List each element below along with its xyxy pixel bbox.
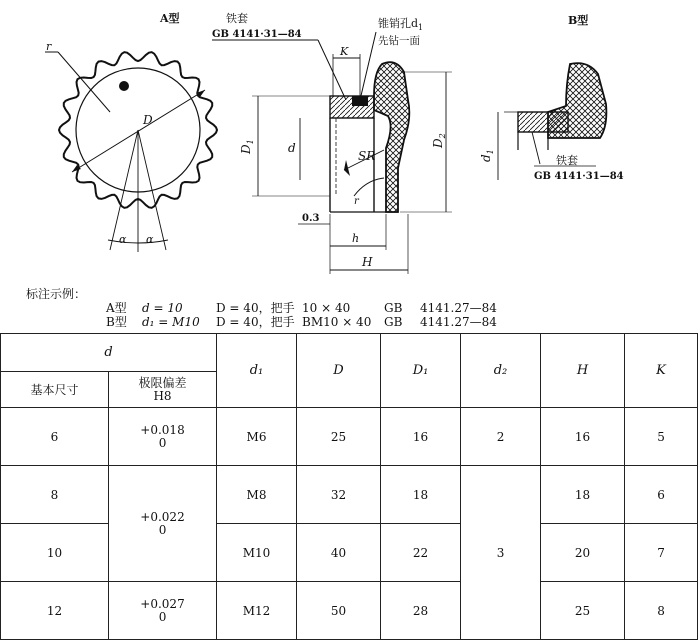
example-a-std: 4141.27—84 xyxy=(420,301,497,315)
r-label: r xyxy=(46,40,52,53)
header-D1: D₁ xyxy=(381,334,461,408)
cell-H: 16 xyxy=(541,408,625,466)
h-label: h xyxy=(352,232,360,245)
cell-d2: 3 xyxy=(461,466,541,640)
cell-d1: M6 xyxy=(217,408,297,466)
example-b-type: B型 xyxy=(106,315,127,329)
cell-tolerance: +0.027 0 xyxy=(109,582,217,640)
gap-label: 0.3 xyxy=(302,213,320,224)
cell-d1: M8 xyxy=(217,466,297,524)
example-a-spec: 10 × 40 xyxy=(302,301,351,315)
header-H: H xyxy=(541,334,625,408)
pin-hole-mark xyxy=(119,81,129,91)
example-b-d: d₁ = M10 xyxy=(142,315,200,329)
d-label: d xyxy=(288,141,296,155)
table-row xyxy=(1,408,698,466)
cell-D: 40 xyxy=(297,524,381,582)
table-row xyxy=(1,582,698,640)
cell-K: 8 xyxy=(625,582,698,640)
example-b-spec: BM10 × 40 xyxy=(302,315,372,329)
pin-hole-label: 锥销孔$d_1$ xyxy=(378,17,424,32)
cell-d: 8 xyxy=(1,466,109,524)
cell-D: 25 xyxy=(297,408,381,466)
cell-K: 7 xyxy=(625,524,698,582)
examples-intro: 标注示例： xyxy=(26,287,87,301)
K-label: K xyxy=(340,45,349,58)
example-a-type: A型 xyxy=(106,301,127,315)
header-d: d xyxy=(1,334,217,372)
b-sleeve xyxy=(518,112,568,132)
r2-label: r xyxy=(354,196,359,207)
b-sleeve-std: GB 4141·31—84 xyxy=(534,171,624,182)
d1-label: $d_1$ xyxy=(479,149,495,162)
header-D: D xyxy=(297,334,381,408)
dimension-table xyxy=(0,333,698,640)
cell-K: 6 xyxy=(625,466,698,524)
cell-D1: 22 xyxy=(381,524,461,582)
D-label: D xyxy=(143,113,153,127)
cell-tolerance: +0.018 0 xyxy=(109,408,217,466)
front-view xyxy=(45,40,217,252)
cell-H: 20 xyxy=(541,524,625,582)
header-d2: d₂ xyxy=(461,334,541,408)
cell-d1: M12 xyxy=(217,582,297,640)
cell-tolerance: +0.022 0 xyxy=(109,466,217,582)
table-row xyxy=(1,524,698,582)
section-view-b xyxy=(479,13,624,182)
section-view-a xyxy=(212,11,452,274)
alpha-label-right: α xyxy=(146,233,154,246)
marking-examples xyxy=(10,287,690,337)
cell-H: 25 xyxy=(541,582,625,640)
cell-d: 6 xyxy=(1,408,109,466)
example-b-gb: GB xyxy=(384,315,403,329)
type-a-label: A型 xyxy=(160,12,180,25)
cell-d: 10 xyxy=(1,524,109,582)
cell-d2: 2 xyxy=(461,408,541,466)
example-b-std: 4141.27—84 xyxy=(420,315,497,329)
H-label: H xyxy=(362,255,373,269)
sleeve-std: GB 4141·31—84 xyxy=(212,29,302,40)
cell-H: 18 xyxy=(541,466,625,524)
header-tolerance: 极限偏差 H8 xyxy=(109,372,217,408)
drill-note: 先钻一面 xyxy=(378,35,420,47)
header-K: K xyxy=(625,334,698,408)
cell-D: 50 xyxy=(297,582,381,640)
cell-d: 12 xyxy=(1,582,109,640)
b-sleeve-label: 铁套 xyxy=(556,154,578,167)
cell-D1: 16 xyxy=(381,408,461,466)
cell-d1: M10 xyxy=(217,524,297,582)
D2-label: $D_2$ xyxy=(431,133,447,148)
example-a-gb: GB xyxy=(384,301,403,315)
section-hatched-shell xyxy=(374,62,409,212)
technical-drawing xyxy=(0,0,700,286)
alpha-label-left: α xyxy=(119,233,127,246)
D1-label: $D_1$ xyxy=(239,139,255,154)
cell-K: 5 xyxy=(625,408,698,466)
cell-D1: 18 xyxy=(381,466,461,524)
SR-label: SR xyxy=(358,149,376,163)
type-b-label: B型 xyxy=(568,14,589,27)
sleeve-label: 铁套 xyxy=(226,12,248,25)
example-a-D: D = 40，把手 xyxy=(216,301,295,315)
cell-D: 32 xyxy=(297,466,381,524)
table-row xyxy=(1,466,698,524)
example-a-d: d = 10 xyxy=(142,301,183,315)
cell-D1: 28 xyxy=(381,582,461,640)
example-b-D: D = 40，把手 xyxy=(216,315,295,329)
header-d1: d₁ xyxy=(217,334,297,408)
header-basic-size: 基本尺寸 xyxy=(1,372,109,408)
